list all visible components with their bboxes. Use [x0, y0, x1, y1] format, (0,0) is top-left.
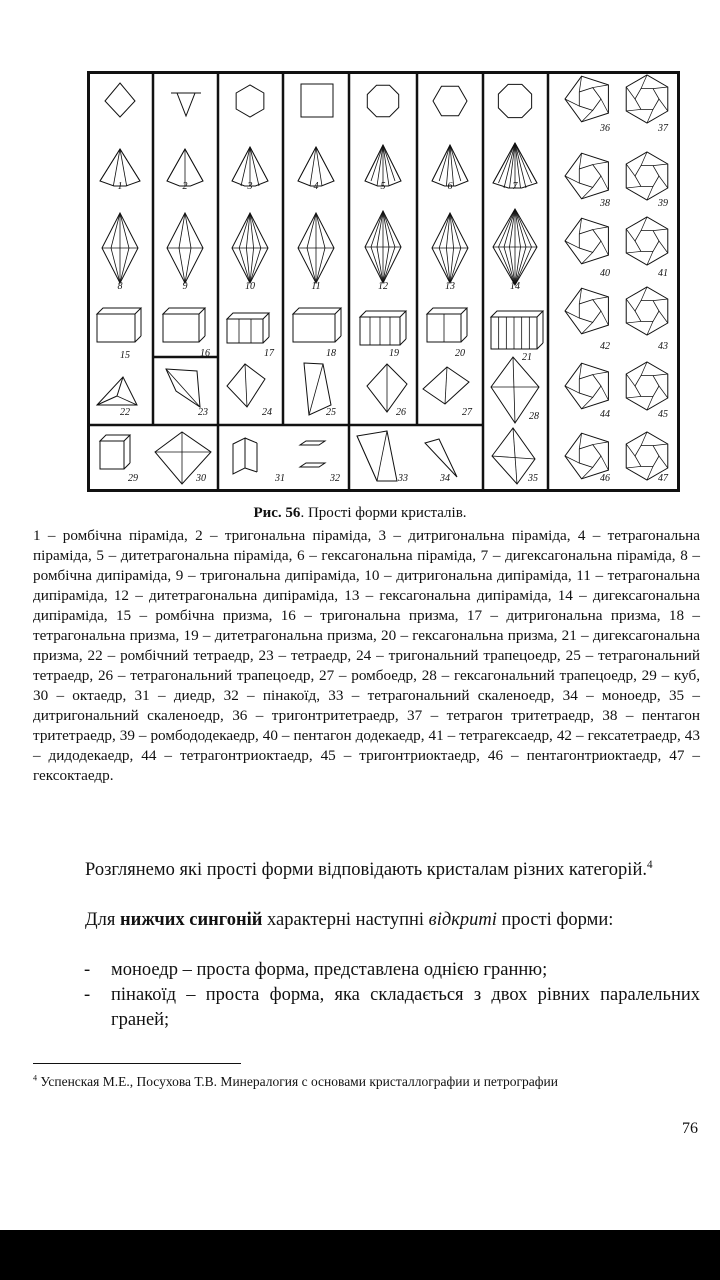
figure-number: 17	[264, 348, 274, 359]
figure-number: 31	[275, 473, 285, 484]
figure-number: 6	[447, 181, 453, 192]
figure-number: 30	[196, 473, 206, 484]
footnote-divider	[33, 1063, 241, 1064]
caption-text: . Прості форми кристалів.	[300, 505, 467, 521]
figure-number: 47	[658, 473, 668, 484]
paragraph-intro	[33, 858, 700, 883]
paragraph-intro-text: Розглянемо які прості форми відповідають кристалам різних категорій.	[85, 860, 647, 880]
figure-number: 45	[658, 409, 668, 420]
paragraph-text-mid: характерні наступні	[262, 910, 429, 930]
figure-number: 11	[311, 281, 321, 292]
bullet-text: пінакоїд – проста форма, яка складається з двох рівних паралельних граней;	[111, 985, 700, 1030]
figure-number: 32	[330, 473, 340, 484]
bottom-bar	[0, 1230, 720, 1280]
figure-number: 14	[510, 281, 520, 292]
figure-number: 19	[389, 348, 399, 359]
figure-number: 5	[380, 181, 386, 192]
figure-number: 38	[600, 198, 610, 209]
figure-number: 36	[600, 123, 610, 134]
figure-number: 39	[658, 198, 668, 209]
figure-number: 42	[600, 341, 610, 352]
figure-number: 37	[658, 123, 668, 134]
crystal-forms-figure	[87, 71, 680, 492]
figure-number: 33	[398, 473, 408, 484]
footnote	[33, 1072, 700, 1091]
figure-number: 2	[182, 181, 188, 192]
figure-number: 25	[326, 407, 336, 418]
figure-number: 4	[313, 181, 319, 192]
figure-number: 43	[658, 341, 668, 352]
figure-number: 46	[600, 473, 610, 484]
figure-number: 29	[128, 473, 138, 484]
figure-number: 21	[522, 352, 532, 363]
bullet-text: моноедр – проста форма, представлена однією гранню;	[111, 960, 548, 980]
figure-number: 16	[200, 348, 210, 359]
figure-number: 12	[378, 281, 388, 292]
figure-number: 22	[120, 407, 130, 418]
figure-number: 40	[600, 268, 610, 279]
figure-number: 20	[455, 348, 465, 359]
footnote-mark: 4	[33, 1073, 38, 1083]
figure-caption	[0, 505, 720, 522]
figure-number: 44	[600, 409, 610, 420]
figure-number: 18	[326, 348, 336, 359]
paragraph-text-pre: Для	[85, 910, 120, 930]
figure-number: 23	[198, 407, 208, 418]
figure-number: 13	[445, 281, 455, 292]
figure-number: 3	[247, 181, 253, 192]
figure-number: 15	[120, 350, 130, 361]
figure-number: 35	[528, 473, 538, 484]
figure-number: 41	[658, 268, 668, 279]
paragraph-lower-syngonies	[33, 908, 700, 933]
footnote-text: Успенская М.Е., Посухова Т.В. Минералогия с основами кристаллографии и петрографии	[37, 1074, 558, 1089]
page-number: 76	[682, 1120, 698, 1137]
footnote-ref: 4	[646, 858, 653, 871]
bullet-dash: -	[84, 960, 91, 980]
figure-number: 9	[182, 281, 188, 292]
figure-number: 26	[396, 407, 406, 418]
figure-number: 8	[117, 281, 123, 292]
figure-number: 1	[117, 181, 123, 192]
figure-number: 28	[529, 411, 539, 422]
figure-legend: 1 – ромбічна піраміда, 2 – тригональна піраміда, 3 – дитригональна піраміда, 4 – тетрагональна піраміда, 5 – дитетрагональна піраміда, 6 – гексагональна піраміда, 7 – дигексагональна піраміда, 8 – ромбічна дипіраміда, 9 – тригональна дипіраміда, 10 – дитригональна дипіраміда, 11 – тетрагональна дипіраміда, 12 – дитетрагональна дипіраміда, 13 – гексагональна дипіраміда, 14 – дигексагональна дипіраміда, 15 – ромбічна призма, 16 – тригональна призма, 17 – дитригональна призма, 18 – тетрагональна призма, 19 – дитетрагональна призма, 20 – гексагональна призма, 21 – дигексагональна призма, 22 – ромбічний тетраедр, 23 – тетраедр, 24 – тригональний трапецоедр, 25 – тетрагональний тетраедр, 26 – тетрагональний трапецоедр, 27 – ромбоедр, 28 – гексагональний трапецоедр, 29 – куб, 30 – октаедр, 31 – диедр, 32 – пінакоїд, 33 – тетрагональний скаленоедр, 34 – моноедр, 35 – дитригональний скаленоедр, 36 – тригонтритетраедр, 37 – тетрагон тритетраедр, 38 – пентагон тритетраедр, 39 – ромбододекаедр, 40 – пентагон додекаедр, 41 – тетрагексаедр, 42 – гексатетраедр, 43 – дидодекаедр, 44 – тетрагонтриоктаедр, 45 – тригонтриоктаедр, 46 – пентагонтриоктаедр, 47 – гексоктаедр.	[33, 527, 700, 784]
bullet-dash: -	[84, 985, 91, 1005]
figure-number: 34	[440, 473, 450, 484]
list-item	[84, 983, 700, 1033]
paragraph-text-post: прості форми:	[496, 910, 614, 930]
caption-label: Рис. 56	[253, 505, 301, 521]
list-item	[84, 958, 700, 983]
paragraph-italic-term: відкриті	[428, 910, 497, 930]
paragraph-bold-term: нижчих сингоній	[120, 910, 263, 930]
figure-number: 7	[512, 181, 518, 192]
figure-number: 10	[245, 281, 255, 292]
figure-number: 24	[262, 407, 272, 418]
figure-number: 27	[462, 407, 472, 418]
